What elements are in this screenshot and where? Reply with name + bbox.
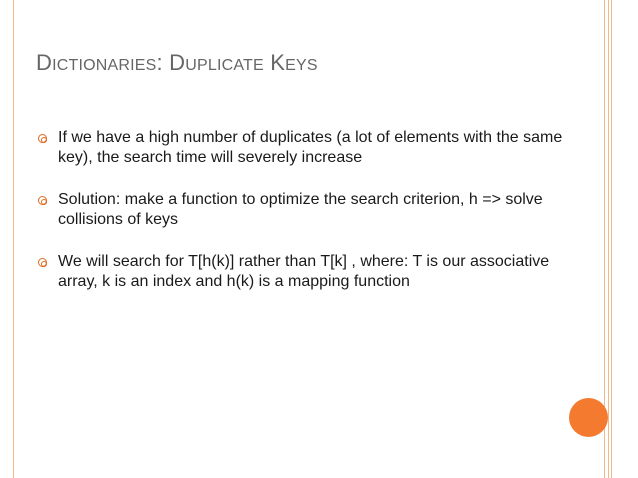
bullet-circle-icon <box>38 258 47 267</box>
bullet-item <box>38 252 583 292</box>
slide-title <box>36 50 318 76</box>
bullet-item <box>38 190 583 230</box>
title-separator: : <box>156 50 170 75</box>
title-initial: K <box>270 50 286 75</box>
bullet-circle-icon <box>38 196 47 205</box>
bullet-text: If we have a high number of duplicates (a lot of elements with the same key), the search time will severely increase <box>58 129 563 166</box>
bullet-text: We will search for T[h(k)] rather than T[k] , where: T is our associative array, k is an index and h(k) is a mapping function <box>58 253 550 290</box>
title-initial: D <box>36 50 53 75</box>
right-decorative-line <box>608 0 609 478</box>
title-initial: D <box>169 50 186 75</box>
bullet-item <box>38 128 583 168</box>
orange-circle-decoration <box>569 398 608 437</box>
bullet-circle-icon <box>38 134 47 143</box>
bullet-list <box>38 128 583 314</box>
right-decorative-line <box>611 0 612 478</box>
left-decorative-line <box>13 0 14 478</box>
title-small-caps: ICTIONARIES <box>52 57 157 74</box>
bullet-text: Solution: make a function to optimize the search criterion, h => solve collisions of keys <box>58 191 543 228</box>
title-small-caps: UPLICATE <box>185 57 264 74</box>
title-small-caps: EYS <box>285 57 318 74</box>
